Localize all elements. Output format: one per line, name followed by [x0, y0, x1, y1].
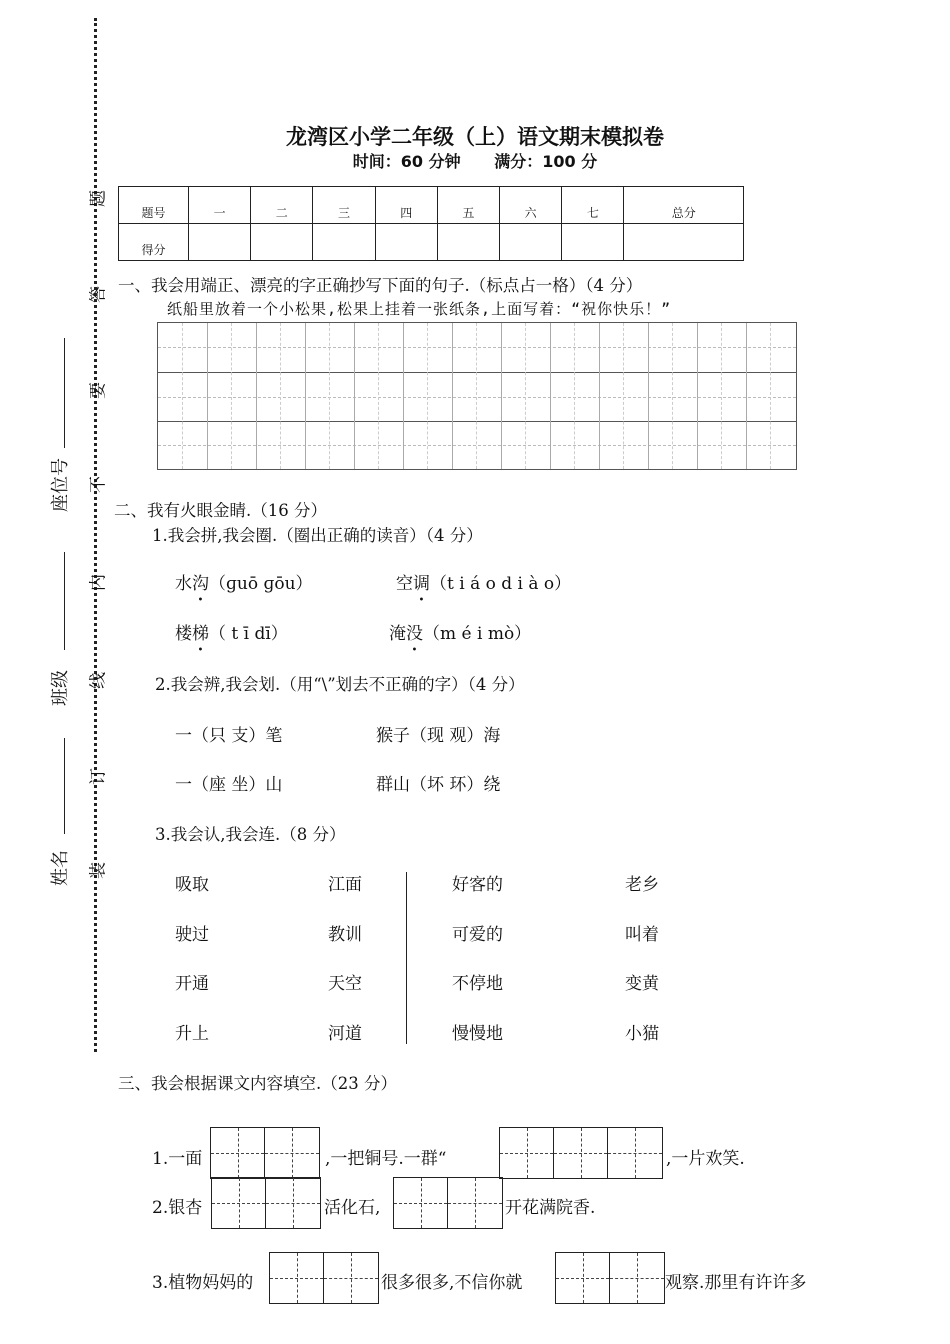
- grid-dashed-col: [574, 323, 575, 469]
- score-header-cell: 题号: [119, 187, 189, 224]
- match-word[interactable]: 升上: [175, 1024, 209, 1044]
- fill-text: 2.银杏: [152, 1198, 203, 1218]
- score-cell[interactable]: [375, 224, 437, 261]
- match-word[interactable]: 驶过: [175, 925, 209, 945]
- match-word[interactable]: 吸取: [175, 875, 209, 895]
- grid-dashed-row: [158, 347, 796, 348]
- fill-text: ,一把铜号.一群“: [325, 1149, 447, 1169]
- grid-col-line: [207, 323, 208, 469]
- pinyin-char: 水: [175, 574, 192, 594]
- pinyin-dotted-char: 梯: [192, 624, 209, 644]
- pinyin-options: （ t ī dī）: [209, 624, 288, 644]
- match-word[interactable]: 叫着: [625, 925, 659, 945]
- grid-dashed-row: [158, 397, 796, 398]
- fill-cell[interactable]: [324, 1253, 378, 1303]
- class-label: 班级: [50, 670, 71, 706]
- score-header-cell: 总分: [624, 187, 744, 224]
- binding-char: 装: [88, 862, 109, 879]
- pinyin-dotted-char: 没: [406, 624, 423, 644]
- pinyin-item[interactable]: [175, 619, 288, 644]
- score-table-header-row: [119, 187, 744, 224]
- match-word[interactable]: 开通: [175, 974, 209, 994]
- score-info: 满分：100 分: [494, 152, 598, 171]
- score-cell[interactable]: [562, 224, 624, 261]
- q2-title: 2.我会辨,我会划.（用“\”划去不正确的字）（4 分）: [155, 675, 525, 694]
- grid-col-line: [697, 323, 698, 469]
- match-word[interactable]: 江面: [328, 875, 362, 895]
- score-cell[interactable]: [251, 224, 313, 261]
- grid-dashed-col: [721, 323, 722, 469]
- score-header-cell: 二: [251, 187, 313, 224]
- grid-dashed-col: [476, 323, 477, 469]
- pinyin-char: 楼: [175, 624, 192, 644]
- match-word[interactable]: 变黄: [625, 974, 659, 994]
- fill-cell[interactable]: [500, 1128, 554, 1178]
- match-word[interactable]: 好客的: [452, 875, 503, 895]
- grid-col-line: [550, 323, 551, 469]
- pinyin-item[interactable]: [396, 569, 571, 594]
- score-header-cell: 七: [562, 187, 624, 224]
- fill-cell[interactable]: [394, 1178, 448, 1228]
- match-word[interactable]: 教训: [328, 925, 362, 945]
- grid-dashed-col: [231, 323, 232, 469]
- score-cell[interactable]: [313, 224, 375, 261]
- score-row-label: 得分: [119, 224, 189, 261]
- score-header-cell: 一: [189, 187, 251, 224]
- match-word[interactable]: 可爱的: [452, 925, 503, 945]
- q1-title: 1.我会拼,我会圈.（圈出正确的读音）（4 分）: [152, 526, 483, 545]
- fill-text: ,一片欢笑.: [666, 1149, 745, 1169]
- pinyin-options: （t i á o d i à o）: [430, 574, 572, 594]
- fill-box[interactable]: [269, 1252, 379, 1304]
- copy-writing-grid[interactable]: [157, 322, 797, 470]
- grid-dashed-col: [427, 323, 428, 469]
- choice-item[interactable]: 猴子（现 观）海: [376, 726, 501, 746]
- binding-char: 线: [88, 672, 109, 689]
- match-word[interactable]: 慢慢地: [452, 1024, 503, 1044]
- time-info: 时间：60 分钟: [352, 152, 461, 171]
- pinyin-dotted-char: 沟: [192, 574, 209, 594]
- fill-box[interactable]: [499, 1127, 663, 1179]
- grid-dashed-col: [770, 323, 771, 469]
- score-cell[interactable]: [500, 224, 562, 261]
- exam-subtitle: [0, 149, 950, 172]
- fill-cell[interactable]: [211, 1128, 265, 1178]
- fill-cell[interactable]: [608, 1128, 662, 1178]
- class-line[interactable]: [64, 552, 65, 650]
- score-header-cell: 六: [500, 187, 562, 224]
- match-word[interactable]: 河道: [328, 1024, 362, 1044]
- choice-item[interactable]: 群山（坏 环）绕: [376, 775, 501, 795]
- grid-col-line: [403, 323, 404, 469]
- binding-dotted-line: [94, 18, 97, 1052]
- match-divider: [406, 872, 407, 1044]
- grid-col-line: [256, 323, 257, 469]
- grid-dashed-col: [329, 323, 330, 469]
- pinyin-options: （ɡuō ɡōu）: [209, 574, 313, 594]
- match-word[interactable]: 小猫: [625, 1024, 659, 1044]
- grid-col-line: [599, 323, 600, 469]
- copy-sentence: 纸船里放着一个小松果,松果上挂着一张纸条,上面写着：“祝你快乐！”: [167, 300, 672, 318]
- pinyin-options: （m é i mò）: [423, 624, 532, 644]
- fill-cell[interactable]: [610, 1253, 664, 1303]
- section1-heading: 一、我会用端正、漂亮的字正确抄写下面的句子.（标点占一格）（4 分）: [118, 276, 643, 295]
- binding-char: 题: [88, 190, 109, 207]
- pinyin-char: 淹: [389, 624, 406, 644]
- grid-col-line: [354, 323, 355, 469]
- binding-char: 不: [88, 476, 109, 493]
- match-word[interactable]: 天空: [328, 974, 362, 994]
- fill-box[interactable]: [210, 1127, 320, 1179]
- fill-cell[interactable]: [554, 1128, 608, 1178]
- q3-title: 3.我会认,我会连.（8 分）: [155, 825, 346, 844]
- fill-text: 1.一面: [152, 1149, 203, 1169]
- score-table: [118, 186, 744, 261]
- pinyin-item[interactable]: [389, 619, 531, 644]
- score-cell[interactable]: [437, 224, 499, 261]
- choice-item[interactable]: 一（座 坐）山: [175, 775, 283, 795]
- fill-text: 3.植物妈妈的: [152, 1273, 254, 1293]
- score-header-cell: 三: [313, 187, 375, 224]
- fill-cell[interactable]: [448, 1178, 502, 1228]
- fill-box[interactable]: [555, 1252, 665, 1304]
- grid-dashed-col: [280, 323, 281, 469]
- match-word[interactable]: 不停地: [452, 974, 503, 994]
- score-cell[interactable]: [189, 224, 251, 261]
- score-cell[interactable]: [624, 224, 744, 261]
- binding-char: 答: [88, 286, 109, 303]
- fill-text: 很多很多,不信你就: [381, 1273, 523, 1293]
- seat-number-label: 座位号: [50, 458, 71, 512]
- grid-dashed-col: [378, 323, 379, 469]
- name-label: 姓名: [50, 850, 71, 886]
- binding-char: 订: [88, 768, 109, 785]
- grid-dashed-col: [623, 323, 624, 469]
- fill-cell[interactable]: [265, 1128, 319, 1178]
- grid-col-line: [648, 323, 649, 469]
- fill-cell[interactable]: [212, 1178, 266, 1228]
- grid-dashed-row: [158, 445, 796, 446]
- binding-char: 要: [88, 382, 109, 399]
- grid-col-line: [501, 323, 502, 469]
- fill-box[interactable]: [211, 1177, 321, 1229]
- match-word[interactable]: 老乡: [625, 875, 659, 895]
- choice-item[interactable]: 一（只 支）笔: [175, 726, 283, 746]
- section3-heading: 三、我会根据课文内容填空.（23 分）: [118, 1074, 397, 1093]
- score-header-cell: 五: [437, 187, 499, 224]
- name-line[interactable]: [64, 738, 65, 834]
- pinyin-item[interactable]: [175, 569, 313, 594]
- fill-cell[interactable]: [556, 1253, 610, 1303]
- exam-title: 龙湾区小学二年级（上）语文期末模拟卷: [286, 125, 664, 149]
- grid-dashed-col: [672, 323, 673, 469]
- score-header-cell: 四: [375, 187, 437, 224]
- fill-box[interactable]: [393, 1177, 503, 1229]
- fill-cell[interactable]: [270, 1253, 324, 1303]
- pinyin-char: 空: [396, 574, 413, 594]
- fill-text: 开花满院香.: [505, 1198, 596, 1218]
- grid-row-line: [158, 372, 796, 373]
- fill-text: 观察.那里有许许多: [665, 1273, 807, 1293]
- fill-cell[interactable]: [266, 1178, 320, 1228]
- score-table-score-row: [119, 224, 744, 261]
- grid-row-line: [158, 421, 796, 422]
- grid-col-line: [305, 323, 306, 469]
- fill-text: 活化石,: [324, 1198, 381, 1218]
- pinyin-dotted-char: 调: [413, 574, 430, 594]
- section2-heading: 二、我有火眼金睛.（16 分）: [114, 501, 327, 520]
- seat-number-line[interactable]: [64, 338, 65, 448]
- grid-dashed-col: [525, 323, 526, 469]
- grid-dashed-col: [182, 323, 183, 469]
- grid-col-line: [746, 323, 747, 469]
- binding-char: 内: [88, 574, 109, 591]
- grid-col-line: [452, 323, 453, 469]
